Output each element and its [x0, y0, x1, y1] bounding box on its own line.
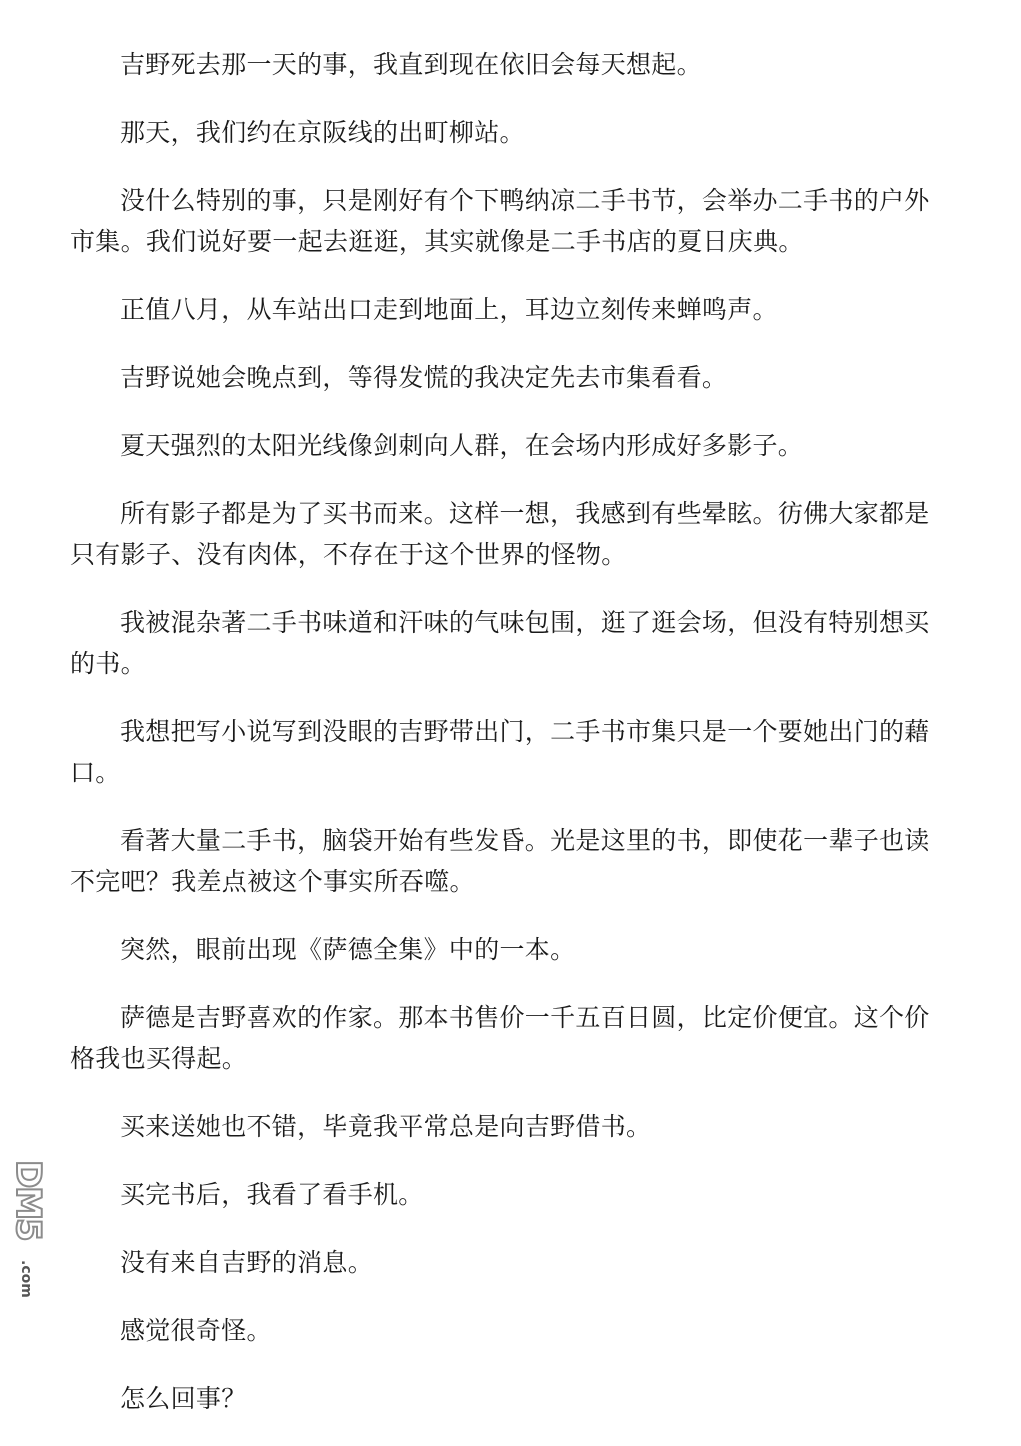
paragraph: 没有来自吉野的消息。 — [120, 1248, 374, 1277]
paragraph: 我想把写小说写到没眼的吉野带出门，二手书市集只是一个要她出门的藉口。 — [70, 717, 930, 787]
paragraph: 突然，眼前出现《萨德全集》中的一本。 — [120, 935, 576, 964]
paragraph: 正值八月，从车站出口走到地面上，耳边立刻传来蝉鸣声。 — [120, 295, 778, 324]
watermark-main-text: DM5 — [8, 1160, 48, 1240]
paragraph: 怎么回事？ — [120, 1384, 247, 1413]
text-column — [70, 44, 950, 1446]
paragraph: 买来送她也不错，毕竟我平常总是向吉野借书。 — [120, 1112, 652, 1141]
site-watermark-logo — [8, 1160, 48, 1310]
paragraph: 夏天强烈的太阳光线像剑刺向人群，在会场内形成好多影子。 — [120, 431, 804, 460]
paragraph: 感觉很奇怪。 — [120, 1316, 272, 1345]
paragraph: 我被混杂著二手书味道和汗味的气味包围，逛了逛会场，但没有特别想买的书。 — [70, 608, 930, 678]
watermark-sub-text: .com — [18, 1260, 34, 1298]
paragraph: 买完书后，我看了看手机。 — [120, 1180, 424, 1209]
paragraph: 看著大量二手书，脑袋开始有些发昏。光是这里的书，即使花一辈子也读不完吧？我差点被这个事实所吞噬。 — [70, 826, 930, 896]
paragraph: 没什么特别的事，只是刚好有个下鸭纳凉二手书节，会举办二手书的户外市集。我们说好要一起去逛逛，其实就像是二手书店的夏日庆典。 — [70, 186, 930, 256]
paragraph: 那天，我们约在京阪线的出町柳站。 — [120, 118, 525, 147]
paragraph: 萨德是吉野喜欢的作家。那本书售价一千五百日圆，比定价便宜。这个价格我也买得起。 — [70, 1003, 930, 1073]
paragraph: 所有影子都是为了买书而来。这样一想，我感到有些晕眩。彷佛大家都是只有影子、没有肉体，不存在于这个世界的怪物。 — [70, 499, 930, 569]
paragraph: 吉野死去那一天的事，我直到现在依旧会每天想起。 — [120, 50, 702, 79]
paragraph: 吉野说她会晚点到，等得发慌的我决定先去市集看看。 — [120, 363, 728, 392]
